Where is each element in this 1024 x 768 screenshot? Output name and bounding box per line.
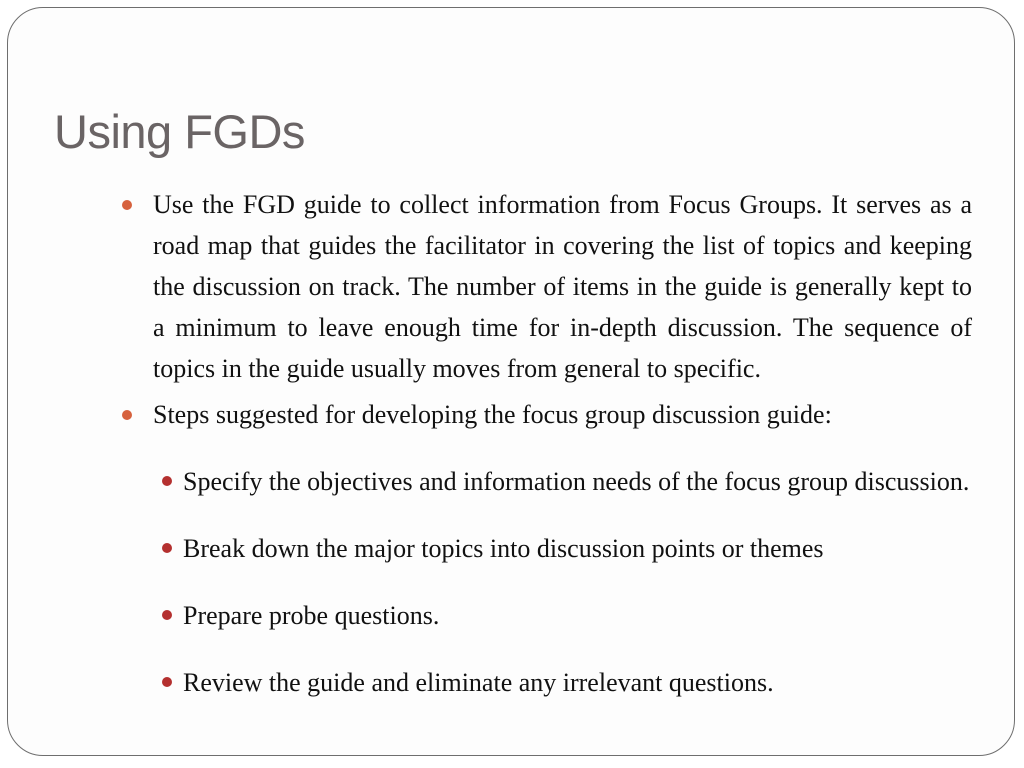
bullet-text: Use the FGD guide to collect information from Focus Groups. It serves as a road map that guides the facilitator in covering the list of topics and keeping the discussion on track. The number of items in the guide is generally kept to a minimum to leave enough time for in-depth discussion. The sequence of topics in the guide usually moves from general to specific.: [153, 190, 972, 383]
sub-bullet-dot-icon: [162, 610, 172, 620]
slide-frame: [7, 7, 1015, 756]
sub-bullet-text: Break down the major topics into discussion points or themes: [183, 534, 824, 563]
sub-bullet-item: [162, 595, 972, 636]
bullet-item: [122, 394, 972, 435]
slide-content: [122, 184, 972, 709]
sub-bullet-item: [162, 662, 972, 703]
sub-bullet-dot-icon: [162, 476, 172, 486]
bullet-dot-icon: [122, 410, 132, 420]
sub-bullet-item: [162, 528, 972, 569]
sub-bullet-dot-icon: [162, 543, 172, 553]
sub-bullet-dot-icon: [162, 677, 172, 687]
sub-bullet-list: [122, 461, 972, 703]
slide-title: Using FGDs: [54, 105, 305, 158]
sub-bullet-text: Specify the objectives and information needs of the focus group discussion.: [183, 467, 970, 496]
bullet-item: [122, 184, 972, 389]
sub-bullet-text: Prepare probe questions.: [183, 601, 440, 630]
bullet-text: Steps suggested for developing the focus group discussion guide:: [153, 400, 832, 429]
sub-bullet-item: [162, 461, 972, 502]
bullet-dot-icon: [122, 200, 132, 210]
sub-bullet-text: Review the guide and eliminate any irrelevant questions.: [183, 668, 774, 697]
